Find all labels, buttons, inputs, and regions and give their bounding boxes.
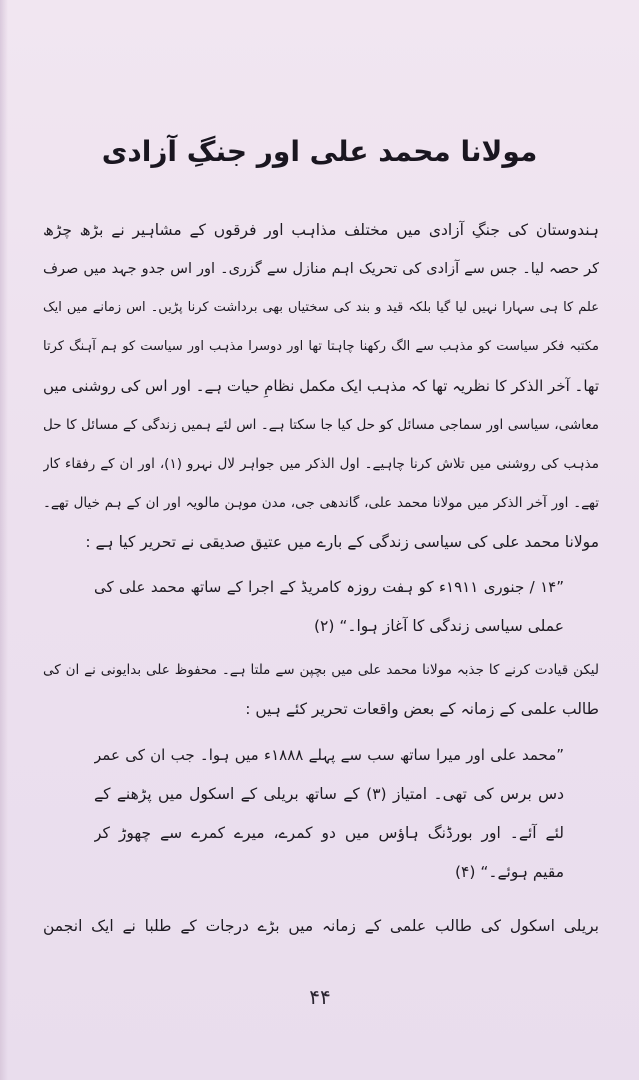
paragraph-line: ہندوستان کی جنگِ آزادی میں مختلف مذاہب اور فرقوں کے مشاہیر نے بڑھ چڑھ bbox=[43, 221, 599, 239]
paragraph-line: تھا۔ آخر الذکر کا نظریہ تھا کہ مذہب ایک مکمل نظامِ حیات ہے۔ اور اس کی روشنی میں bbox=[43, 377, 599, 395]
paragraph-line: کر حصہ لیا۔ جس سے آزادی کی تحریک اہم منازل سے گزری۔ اور اس جدو جہد میں صرف bbox=[43, 261, 599, 277]
paragraph-line: طالب علمی کے زمانہ کے بعض واقعات تحریر کئے ہیں : bbox=[245, 700, 599, 718]
quote-line: ”محمد علی اور میرا ساتھ سب سے پہلے ۱۸۸۸ء میں ہوا۔ جب ان کی عمر bbox=[94, 746, 564, 764]
chapter-title: مولانا محمد علی اور جنگِ آزادی bbox=[101, 135, 538, 168]
paragraph-line: لیکن قیادت کرنے کا جذبہ مولانا محمد علی میں بچپن سے ملتا ہے۔ محفوظ علی بدایونی نے ان کی bbox=[43, 662, 599, 678]
paragraph-line: مذہب کی روشنی میں تلاش کرنا چاہیے۔ اول الذکر میں جواہر لال نہرو (۱)، اور ان کے رفقاء کار bbox=[43, 456, 599, 472]
quote-line: دس برس کی تھی۔ امتیاز (۳) کے ساتھ بریلی کے اسکول میں پڑھنے کے bbox=[94, 785, 564, 803]
paragraph-line: علم کا ہی سہارا نہیں لیا گیا بلکہ قید و بند کی سختیاں بھی برداشت کرنا پڑیں۔ اس زمانے میں ایک bbox=[43, 300, 599, 315]
paragraph-line: مکتبہ فکر سیاست کو مذہب سے الگ رکھنا چاہتا تھا اور دوسرا مذہب اور سیاست کو ہم آہنگ کرتا bbox=[43, 339, 599, 354]
quote-line: ”۱۴ / جنوری ۱۹۱۱ء کو ہفت روزہ کامریڈ کے اجرا کے ساتھ محمد علی کی bbox=[94, 578, 564, 596]
paragraph-line: تھے۔ اور آخر الذکر میں مولانا محمد علی، گاندھی جی، مدن موہن مالویہ اور ان کے ہم خیال تھے۔ bbox=[43, 495, 599, 511]
paragraph-line: معاشی، سیاسی اور سماجی مسائل کو حل کیا جا سکتا ہے۔ اس لئے ہمیں زندگی کے مسائل کا حل bbox=[43, 417, 599, 433]
paragraph-line: بریلی اسکول کی طالب علمی کے زمانہ میں بڑے درجات کے طلبا نے ایک انجمن bbox=[43, 917, 599, 935]
page-number: ۴۴ bbox=[309, 985, 331, 1009]
page-edge-shadow bbox=[0, 0, 8, 1080]
quote-line: عملی سیاسی زندگی کا آغاز ہوا۔“ (۲) bbox=[313, 617, 564, 635]
quote-line: مقیم ہوئے۔“ (۴) bbox=[454, 863, 564, 881]
quote-line: لئے آئے۔ اور بورڈنگ ہاؤس میں دو کمرے، میرے کمرے سے چھوڑ کر bbox=[94, 824, 564, 842]
paragraph-line: مولانا محمد علی کی سیاسی زندگی کے بارے میں عتیق صدیقی نے تحریر کیا ہے : bbox=[85, 533, 599, 551]
